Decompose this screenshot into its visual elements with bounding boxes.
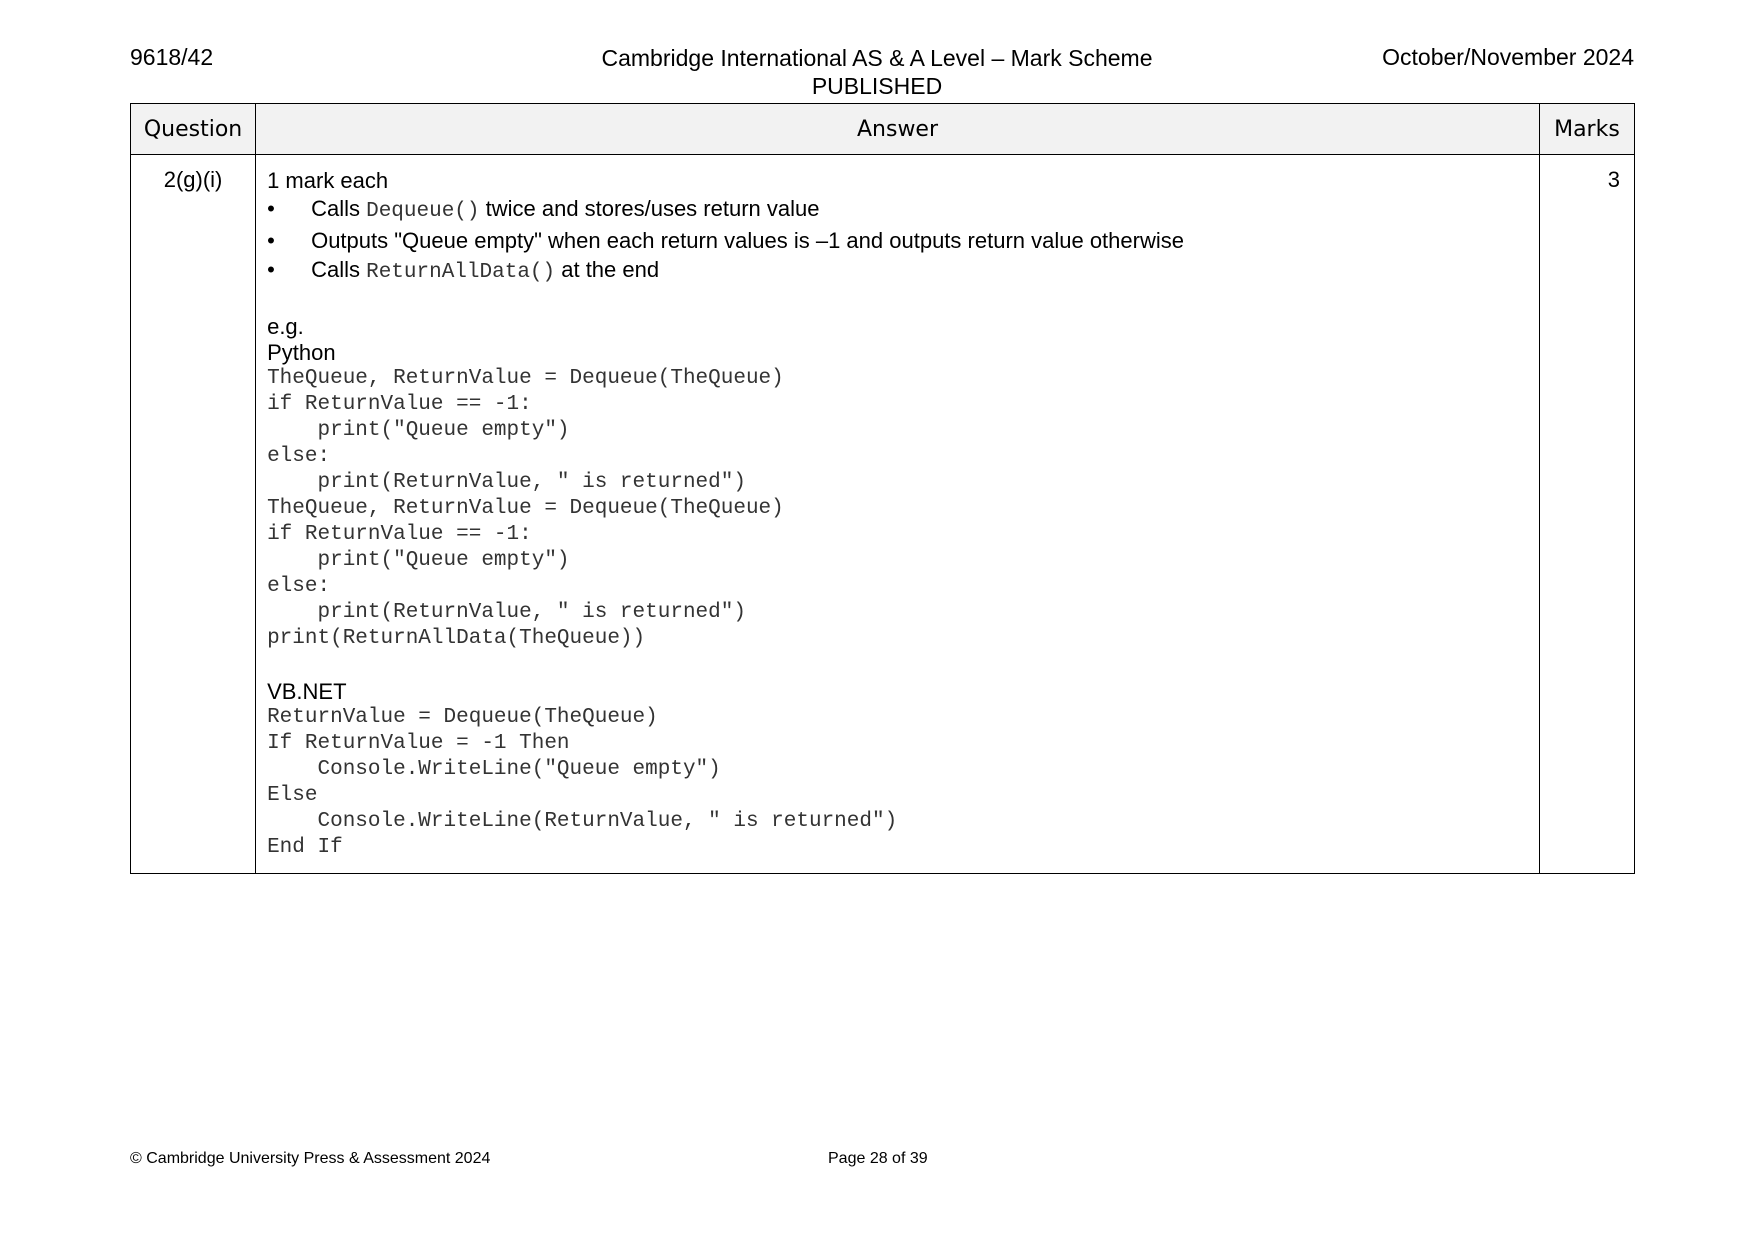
marks-value: 3 xyxy=(1539,155,1634,874)
bullet-icon: • xyxy=(267,196,275,221)
paper-code: 9618/42 xyxy=(130,44,214,70)
published-label: PUBLISHED xyxy=(811,73,943,99)
marking-point: • Calls Dequeue() twice and stores/uses return value xyxy=(267,196,820,223)
exam-session: October/November 2024 xyxy=(1382,44,1634,70)
table-header-row xyxy=(131,104,1635,155)
marking-point: • Outputs "Queue empty" when each return values is –1 and outputs return value otherwise xyxy=(267,228,1184,253)
answer-cell xyxy=(256,155,1540,874)
copyright-notice: © Cambridge University Press & Assessment 2024 xyxy=(130,1150,491,1167)
page-number: Page 28 of 39 xyxy=(828,1150,928,1167)
vbnet-label: VB.NET xyxy=(267,679,347,704)
vbnet-code-block: ReturnValue = Dequeue(TheQueue) If ReturnValue = -1 Then Console.WriteLine("Queue empty") Else Console.WriteLine(ReturnValue, " is returned") End If xyxy=(267,706,898,859)
question-number: 2(g)(i) xyxy=(131,155,256,874)
table-row xyxy=(131,155,1635,874)
example-label: e.g. xyxy=(267,314,304,339)
bullet-icon: • xyxy=(267,257,275,282)
marks-column-header: Marks xyxy=(1539,104,1634,155)
inline-code: ReturnAllData() xyxy=(366,261,556,284)
mark-scheme-title: Cambridge International AS & A Level – Mark Scheme xyxy=(601,45,1153,71)
python-code-block: TheQueue, ReturnValue = Dequeue(TheQueue) if ReturnValue == -1: print("Queue empty") else: print(ReturnValue, " is returned") TheQueue, ReturnValue = Dequeue(TheQueue) if ReturnValue == -1: print("Queue empty") else: print(ReturnValue, " is returned") print(ReturnAllData(TheQueue)) xyxy=(267,367,784,650)
bullet-icon: • xyxy=(267,228,275,253)
question-column-header: Question xyxy=(131,104,256,155)
answer-column-header: Answer xyxy=(256,104,1540,155)
marking-points-list xyxy=(267,194,1529,287)
marking-point: • Calls ReturnAllData() at the end xyxy=(267,257,660,284)
inline-code: Dequeue() xyxy=(366,200,480,223)
mark-scheme-table xyxy=(130,103,1635,874)
marking-intro: 1 mark each xyxy=(267,168,389,193)
python-label: Python xyxy=(267,340,336,365)
